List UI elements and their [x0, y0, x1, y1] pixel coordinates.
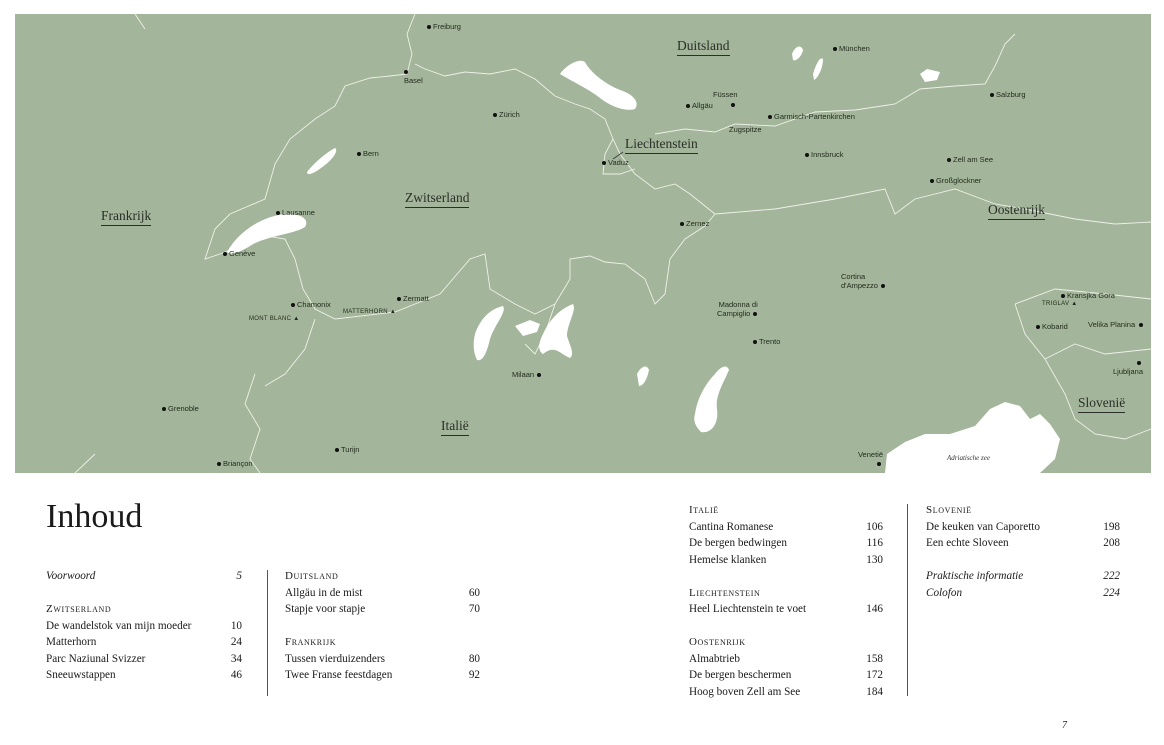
city-dot-icon	[493, 113, 497, 117]
city-dot-icon	[223, 252, 227, 256]
city-zellamsee: Zell am See	[947, 155, 993, 164]
city-dot-icon	[1137, 361, 1141, 365]
city-vaduz: Vaduz	[602, 158, 629, 167]
toc-entry[interactable]: Tussen vierduizenders 80	[285, 652, 480, 665]
toc-entry[interactable]: Sneeuwstappen 46	[46, 669, 242, 681]
city-dot-icon	[276, 211, 280, 215]
peak-montblanc: MONT BLANC ▲	[249, 316, 300, 322]
city-dot-icon	[990, 93, 994, 97]
city-ljubljana: Ljubljana	[1113, 358, 1143, 376]
lakes	[227, 47, 1060, 473]
city-dot-icon	[291, 303, 295, 307]
city-dot-icon	[397, 297, 401, 301]
city-dot-icon	[357, 152, 361, 156]
city-geneve: Genève	[223, 249, 255, 258]
city-dot-icon	[1061, 294, 1065, 298]
city-dot-icon	[753, 340, 757, 344]
city-dot-icon	[602, 161, 606, 165]
city-trento: Trento	[753, 337, 780, 346]
city-dot-icon	[537, 373, 541, 377]
column-divider	[267, 570, 268, 696]
toc-column-1	[46, 568, 242, 684]
city-dot-icon	[1036, 325, 1040, 329]
city-basel: Basel	[404, 67, 423, 85]
city-venetie: Venetië	[853, 450, 883, 468]
city-innsbruck: Innsbruck	[805, 150, 844, 159]
toc-entry[interactable]: De bergen beschermen 172	[689, 669, 883, 681]
toc-entry[interactable]: Praktische informatie 222	[926, 570, 1120, 582]
city-cortina: Cortina d'Ampezzo	[841, 272, 887, 290]
toc-section-heading: Frankrijk	[285, 636, 337, 648]
toc-column-2	[285, 568, 480, 684]
toc-entry[interactable]: Hoog boven Zell am See 184	[689, 685, 883, 698]
toc-section-heading: Italië	[689, 504, 719, 516]
city-grenoble: Grenoble	[162, 404, 199, 413]
toc-entry[interactable]: Hemelse klanken 130	[689, 553, 883, 566]
city-dot-icon	[162, 407, 166, 411]
toc-entry[interactable]: Twee Franse feestdagen 92	[285, 669, 480, 681]
column-divider	[907, 504, 908, 696]
city-dot-icon	[686, 104, 690, 108]
city-lausanne: Lausanne	[276, 208, 315, 217]
city-fussen-dot	[731, 100, 737, 109]
toc-entry[interactable]: De wandelstok van mijn moeder 10	[46, 619, 242, 632]
toc-section-heading: Liechtenstein	[689, 586, 761, 599]
city-grossglockner: Großglockner	[930, 176, 981, 185]
city-kransjka: Kransjka Gora	[1061, 291, 1115, 300]
city-allgau: Allgäu	[686, 101, 713, 110]
city-dot-icon	[335, 448, 339, 452]
country-label-duitsland: Duitsland	[677, 38, 730, 56]
city-milaan: Milaan	[512, 370, 543, 379]
toc-section-heading: Duitsland	[285, 570, 339, 582]
toc-entry[interactable]: De bergen bedwingen 116	[689, 537, 883, 549]
city-dot-icon	[1139, 323, 1143, 327]
city-dot-icon	[404, 70, 408, 74]
city-dot-icon	[427, 25, 431, 29]
city-madonna: Madonna di Campiglio	[717, 300, 758, 318]
city-garmisch: Garmisch-Partenkirchen	[768, 112, 855, 121]
city-bern: Bern	[357, 149, 379, 158]
country-label-italie: Italië	[441, 418, 469, 436]
country-label-zwitserland: Zwitserland	[405, 190, 469, 208]
city-dot-icon	[833, 47, 837, 51]
city-dot-icon	[881, 284, 885, 288]
city-zurich: Zürich	[493, 110, 520, 119]
city-velika: Velika Planina	[1088, 320, 1145, 329]
country-label-oostenrijk: Oostenrijk	[988, 202, 1045, 220]
toc-section-heading: Oostenrijk	[689, 636, 746, 648]
toc-entry[interactable]: Matterhorn 24	[46, 636, 242, 648]
city-dot-icon	[930, 179, 934, 183]
page-number: 7	[1062, 720, 1067, 731]
city-chamonix: Chamonix	[291, 300, 331, 309]
toc-entry[interactable]: Een echte Sloveen 208	[926, 537, 1120, 549]
toc-entry[interactable]: Parc Naziunal Svizzer 34	[46, 652, 242, 665]
toc-entry[interactable]: Heel Liechtenstein te voet 146	[689, 603, 883, 615]
city-zermatt: Zermatt	[397, 294, 429, 303]
toc-entry[interactable]: De keuken van Caporetto 198	[926, 520, 1120, 533]
city-dot-icon	[731, 103, 735, 107]
toc-column-4	[926, 502, 1120, 601]
toc-entry[interactable]: Cantina Romanese 106	[689, 520, 883, 533]
city-dot-icon	[877, 462, 881, 466]
page-title: Inhoud	[46, 498, 143, 535]
city-freiburg: Freiburg	[427, 22, 461, 31]
city-dot-icon	[805, 153, 809, 157]
toc-entry[interactable]: Voorwoord 5	[46, 570, 242, 582]
city-salzburg: Salzburg	[990, 90, 1026, 99]
toc-column-3	[689, 502, 883, 700]
country-label-slovenie: Slovenië	[1078, 395, 1125, 413]
country-label-frankrijk: Frankrijk	[101, 208, 151, 226]
city-dot-icon	[753, 312, 757, 316]
city-fussen: Füssen	[713, 90, 738, 99]
map	[15, 14, 1151, 473]
toc-entry[interactable]: Colofon 224	[926, 586, 1120, 599]
toc-section-heading: Zwitserland	[46, 603, 112, 615]
toc-entry[interactable]: Stapje voor stapje 70	[285, 603, 480, 615]
toc-entry[interactable]: Allgäu in de mist 60	[285, 586, 480, 599]
toc-entry[interactable]: Almabtrieb 158	[689, 652, 883, 665]
city-munchen: München	[833, 44, 870, 53]
city-turijn: Turijn	[335, 445, 359, 454]
peak-triglav: TRIGLAV ▲	[1042, 301, 1078, 307]
city-dot-icon	[217, 462, 221, 466]
city-dot-icon	[947, 158, 951, 162]
toc-section-heading: Slovenië	[926, 504, 972, 516]
peak-matterhorn: MATTERHORN ▲	[343, 309, 397, 315]
city-kobarid: Kobarid	[1036, 322, 1068, 331]
city-dot-icon	[680, 222, 684, 226]
city-zernez: Zernez	[680, 219, 709, 228]
city-dot-icon	[768, 115, 772, 119]
sea-label: Adriatische zee	[947, 454, 990, 462]
city-zugspitze: Zugspitze	[729, 125, 762, 134]
city-briancon: Briançon	[217, 459, 253, 468]
country-label-liechtenstein: Liechtenstein	[625, 136, 698, 154]
